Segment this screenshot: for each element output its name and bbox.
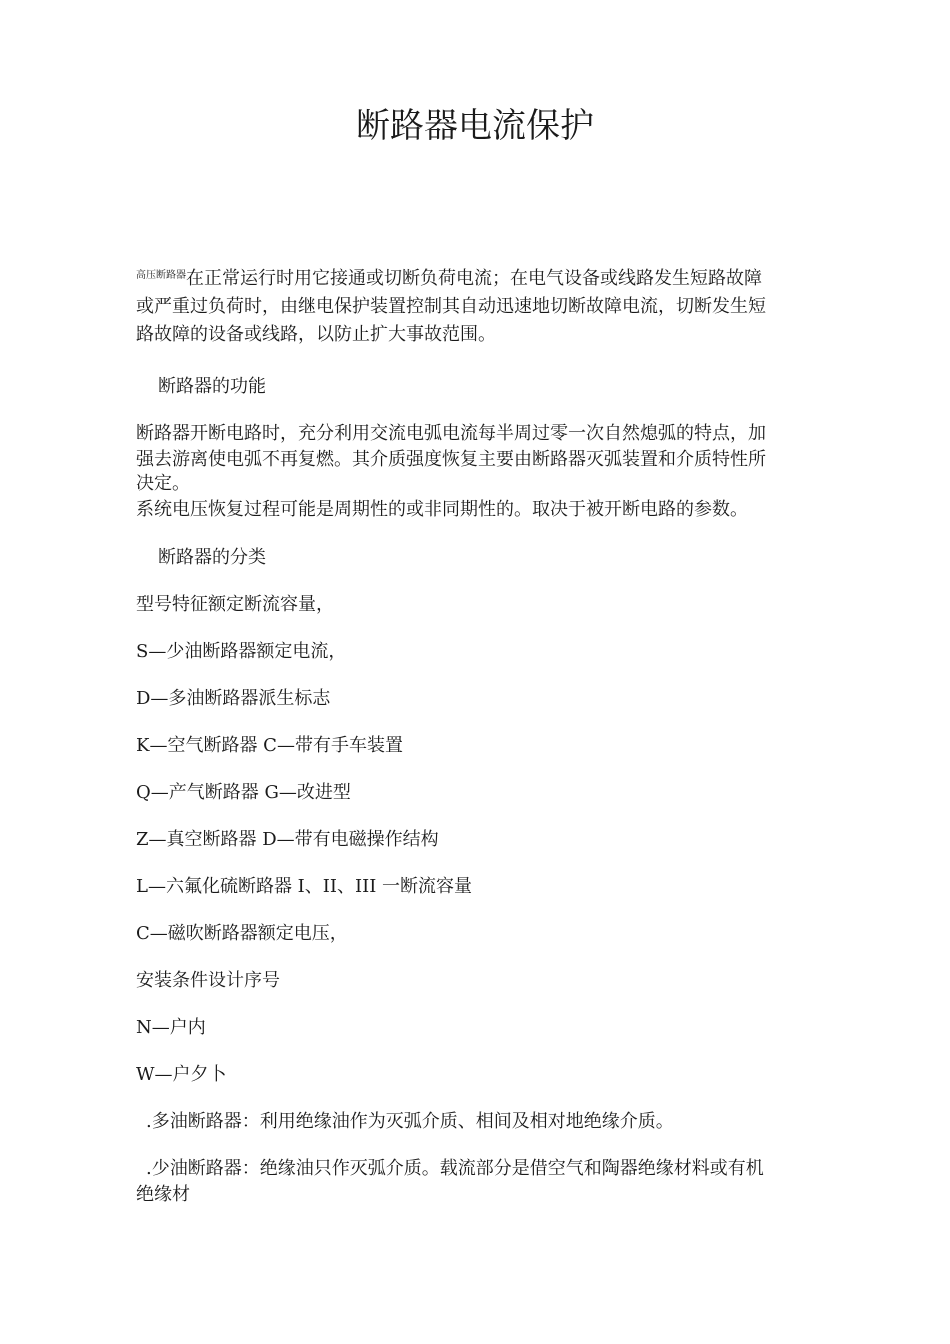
intro-label: 高压断路器 (136, 270, 186, 281)
list-item: Z—真空断路器 D—带有电磁操作结构 (136, 829, 439, 850)
list-item: 安装条件设计序号 (136, 970, 280, 991)
functions-line-3: 决定。 (136, 473, 190, 494)
section-heading-classification: 断路器的分类 (158, 547, 266, 568)
note-multi-oil: .多油断路器：利用绝缘油作为灭弧介质、相间及相对地绝缘介质。 (146, 1111, 674, 1132)
functions-line-4: 系统电压恢复过程可能是周期性的或非同期性的。取决于被开断电路的参数。 (136, 499, 748, 520)
list-item: C—磁吹断路器额定电压， (136, 923, 348, 944)
intro-line-3: 路故障的设备或线路，以防止扩大事故范围。 (136, 324, 496, 345)
list-item: K—空气断路器 C—带有手车装置 (136, 735, 403, 756)
functions-line-2: 强去游离使电弧不再复燃。其介质强度恢复主要由断路器灭弧装置和介质特性所 (136, 449, 766, 470)
list-item: W—户夕卜 (136, 1064, 227, 1085)
list-item: L—六氟化硫断路器 I、II、III 一断流容量 (136, 876, 473, 897)
list-item: Q—产气断路器 G—改进型 (136, 782, 351, 803)
list-item: S—少油断路器额定电流， (136, 641, 347, 662)
list-item: D—多油断路器派生标志 (136, 688, 331, 709)
note-low-oil-line-1: .少油断路器：绝缘油只作灭弧介质。载流部分是借空气和陶器绝缘材料或有机 (146, 1158, 764, 1179)
intro-paragraph (136, 264, 816, 347)
functions-line-1: 断路器开断电路时，充分利用交流电弧电流每半周过零一次自然熄弧的特点，加 (136, 423, 766, 444)
document-title: 断路器电流保护 (356, 106, 594, 146)
list-item: 型号特征额定断流容量， (136, 594, 334, 615)
intro-line-1 (136, 264, 816, 291)
intro-line-1-text: 在正常运行时用它接通或切断负荷电流；在电气设备或线路发生短路故障 (186, 268, 762, 289)
intro-line-2: 或严重过负荷时，由继电保护装置控制其自动迅速地切断故障电流，切断发生短 (136, 296, 766, 317)
functions-paragraph (136, 422, 816, 522)
list-item: N—户内 (136, 1017, 206, 1038)
note-low-oil-line-2: 绝缘材 (136, 1184, 190, 1205)
section-heading-functions: 断路器的功能 (158, 376, 266, 397)
note-low-oil (136, 1157, 816, 1207)
